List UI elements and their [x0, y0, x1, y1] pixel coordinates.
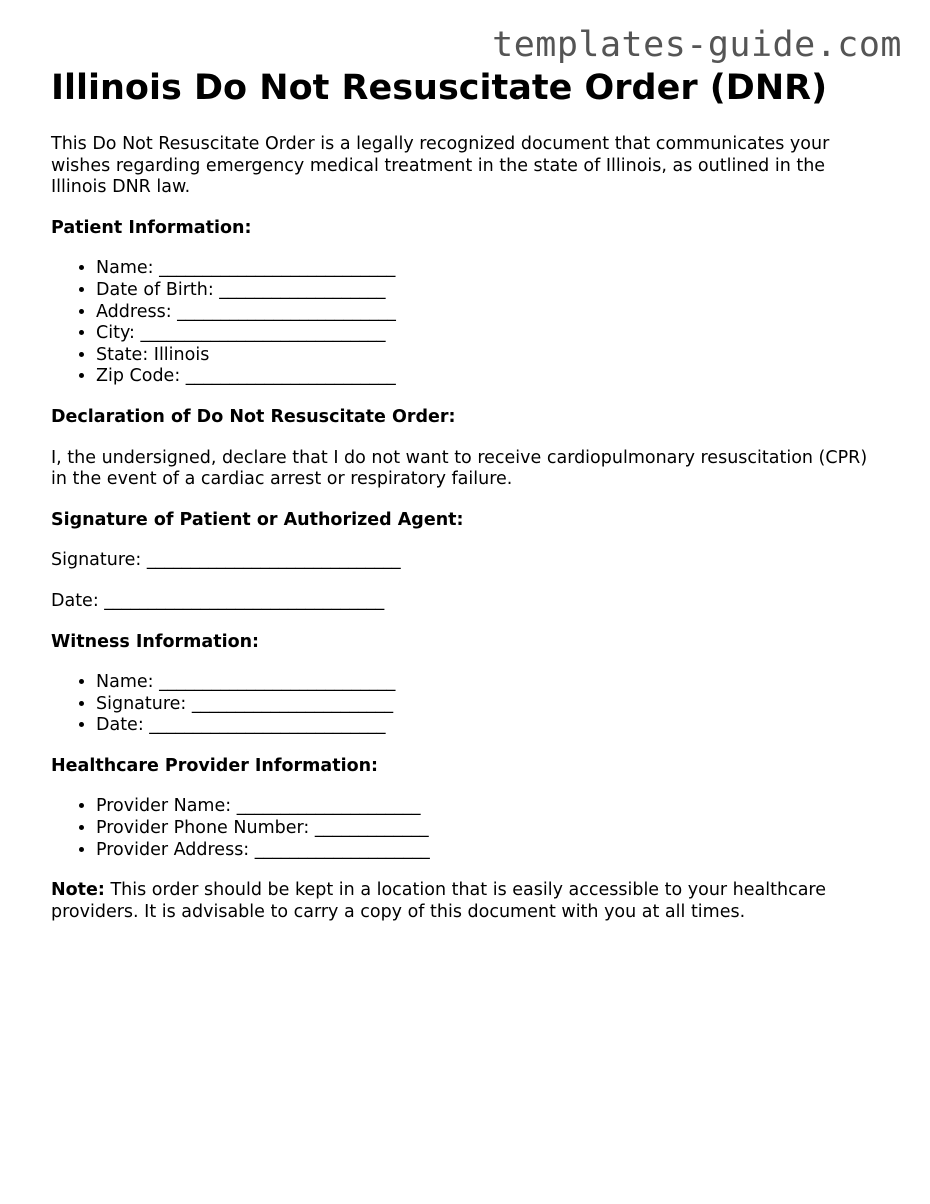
declaration-heading: Declaration of Do Not Resuscitate Order: — [51, 406, 456, 427]
patient-date-of-birth-field: • Date of Birth: ___________________ — [96, 280, 881, 302]
witness-name-field: • Name: ___________________________ — [96, 672, 881, 694]
witness-signature-field: • Signature: _______________________ — [96, 694, 881, 716]
patient-address-field: • Address: _________________________ — [96, 302, 881, 324]
provider-information-list — [51, 796, 881, 861]
provider-address-field: • Provider Address: ____________________ — [96, 840, 881, 862]
intro-paragraph: This Do Not Resuscitate Order is a legally recognized document that communicates your wishes regarding emergency medical treatment in the state of Illinois, as outlined in the Illinois DNR law. — [51, 134, 830, 198]
signature-heading: Signature of Patient or Authorized Agent: — [51, 509, 464, 530]
note-label: Note: — [51, 880, 105, 901]
patient-name-field: • Name: ___________________________ — [96, 258, 881, 280]
provider-information-heading: Healthcare Provider Information: — [51, 755, 379, 776]
witness-date-field: • Date: ___________________________ — [96, 715, 881, 737]
signature-date-line: Date: ________________________________ — [51, 590, 385, 611]
note-paragraph — [51, 880, 881, 923]
watermark: templates-guide.com — [492, 25, 902, 65]
patient-information-heading: Patient Information: — [51, 217, 252, 238]
witness-information-list — [51, 672, 881, 737]
witness-information-heading: Witness Information: — [51, 631, 260, 652]
provider-phone-field: • Provider Phone Number: _____________ — [96, 818, 881, 840]
patient-city-field: • City: ____________________________ — [96, 323, 881, 345]
provider-name-field: • Provider Name: _____________________ — [96, 796, 881, 818]
note-text: This order should be kept in a location that is easily accessible to your healthcare providers. It is advisable to carry a copy of this document with you at all times. — [51, 880, 826, 922]
patient-state-field: • State: Illinois — [96, 345, 881, 367]
signature-line: Signature: _____________________________ — [51, 550, 401, 571]
declaration-text: I, the undersigned, declare that I do not want to receive cardiopulmonary resuscitation (CPR) in the event of a cardiac arrest or respiratory failure. — [51, 447, 868, 490]
page-title: Illinois Do Not Resuscitate Order (DNR) — [51, 68, 828, 108]
patient-information-list — [51, 258, 881, 388]
patient-zip-code-field: • Zip Code: ________________________ — [96, 366, 881, 388]
document-page — [51, 64, 881, 923]
